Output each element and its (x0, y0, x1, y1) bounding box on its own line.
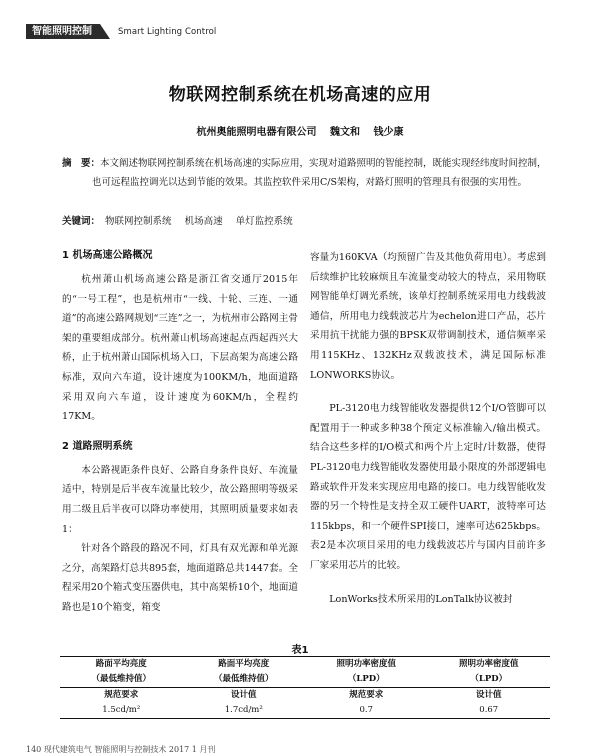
table-cell: 设计值 (230, 690, 257, 700)
table-header-cell: （最低维持值） (183, 672, 306, 688)
paragraph: 杭州萧山机场高速公路是浙江省交通厅2015年的“一号工程”，也是杭州市“一线、十轮、三连、一通道”的高速公路网规划“三连”之一，为杭州市公路网主骨架的重要组成部分。杭州萧山机场高速起点西起西兴大桥，止于杭州萧山国际机场入口，下层高架为高速公路标准，双向六车道，设计速度为100KM/h，地面道路采用双向六车道，设计速度为60KM/h，全程约17KM。 (62, 274, 298, 423)
left-column (62, 248, 298, 618)
keyword: 机场高速 (184, 216, 223, 227)
table-header-row (60, 657, 550, 673)
section-tag: 智能照明控制 (26, 24, 100, 39)
table-row (60, 688, 550, 704)
section-header (26, 24, 216, 39)
table-cell: 规范要求 (104, 690, 139, 700)
table-cell: 规范要求 (349, 690, 384, 700)
table-cell: 0.7 (305, 703, 428, 719)
keyword: 单灯监控系统 (235, 216, 293, 227)
table-header-cell: 照明功率密度值 (428, 657, 551, 673)
table-header-cell: （LPD） (428, 672, 551, 688)
table-caption: 表1 (291, 645, 309, 656)
paragraph: LonWorks技术所采用的LonTalk协议被封 (329, 593, 513, 605)
table-cell: 1.5cd/m² (60, 703, 183, 719)
abstract-text: 本文阐述物联网控制系统在机场高速的实际应用，实现对道路照明的智能控制，既能实现经纬度时间控制，也可远程监控调光以达到节能的效果。其监控软件采用C/S架构，对路灯照明的管理具有很强的实用性。 (92, 158, 547, 188)
paragraph: 容量为160KVA（均预留广告及其他负荷用电）。考虑到后续维护比较麻烦且车流量变动较大的特点，采用物联网智能单灯调光系统，该单灯控制系统采用电力线载波通信，所用电力线载波芯片为echelon进口产品，芯片采用抗干扰能力强的BPSK双带调制技术，通信频率采用115KHz、132KHz双载波技术，满足国际标准LONWORKS协议。 (310, 252, 546, 381)
affiliation: 杭州奥能照明电器有限公司 (196, 127, 317, 138)
table-header-cell: （最低维持值） (60, 672, 183, 688)
right-column (310, 248, 546, 609)
table-row (60, 703, 550, 719)
abstract (62, 155, 552, 192)
table-header-cell: （LPD） (305, 672, 428, 688)
lighting-requirements-table (60, 656, 550, 719)
table-header-cell: 路面平均亮度 (60, 657, 183, 673)
section-tag-en: Smart Lighting Control (118, 26, 217, 37)
table-cell: 设计值 (475, 690, 502, 700)
paragraph: PL-3120电力线智能收发器提供12个I/O管脚可以配置用于一种或多种38个预定义标准输入/输出模式。结合这些多样的I/O模式和两个片上定时/计数器，使得PL-3120电力线智能收发器使用最小限度的外部逻辑电路或软件开发来实现应用电路的接口。电力线智能收发器的另一个特性是支持全双工硬件UART，波特率可达115kbps，和一个硬件SPI接口，速率可达625kbps。表2是本次项目采用的电力线载波芯片与国内目前许多厂家采用芯片的比较。 (310, 403, 546, 571)
author-name: 魏文和 (330, 127, 360, 138)
table-header-row (60, 672, 550, 688)
section-heading: 1 机场高速公路概况 (62, 250, 153, 261)
author-line (0, 123, 600, 138)
table-cell: 1.7cd/m² (183, 703, 306, 719)
keyword: 物联网控制系统 (105, 216, 172, 227)
table-header-cell: 照明功率密度值 (305, 657, 428, 673)
keywords (62, 213, 552, 227)
article-title: 物联网控制系统在机场高速的应用 (168, 85, 432, 105)
table-header-cell: 路面平均亮度 (183, 657, 306, 673)
section-heading: 2 道路照明系统 (62, 440, 133, 452)
author-name: 钱少康 (373, 127, 404, 138)
paragraph: 针对各个路段的路况不同，灯具有双光源和单光源之分，高架路灯总共895套，地面道路总共1447套。全程采用20个箱式变压器供电，其中高架桥10个，地面道路也是10个箱变，箱变 (62, 543, 298, 613)
keywords-label: 关键词： (62, 216, 101, 227)
table-cell: 0.67 (428, 703, 551, 719)
paragraph: 本公路视距条件良好、公路自身条件良好、车流量适中，特别是后半夜车流量比较少，故公路照明等级采用二级且后半夜可以降功率使用，其照明质量要求如表1： (62, 464, 298, 535)
page-footer: 140 现代建筑电气 智能照明与控制技术 2017 1 月刊 (26, 745, 216, 754)
abstract-label: 摘 要： (62, 158, 101, 169)
